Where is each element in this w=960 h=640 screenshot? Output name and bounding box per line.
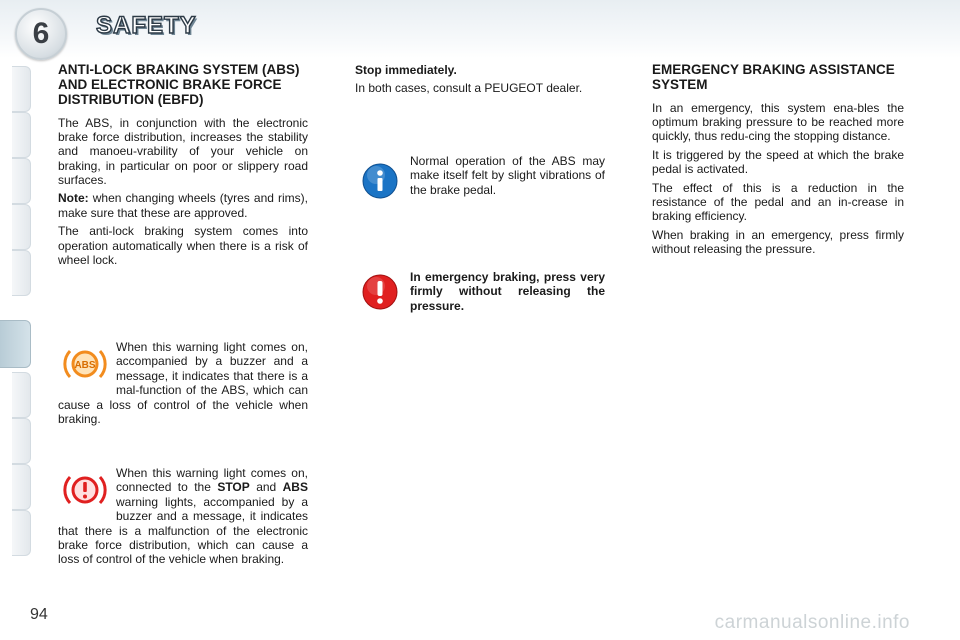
abs-heading: ANTI-LOCK BRAKING SYSTEM (ABS) AND ELECTRONIC BRAKE FORCE DISTRIBUTION (EBFD) [58,62,300,107]
brake-warning-text-a: When this warning light comes on, connected to the [116,466,308,495]
info-icon [362,163,398,199]
chapter-tab[interactable] [12,418,31,464]
and-text: and [249,480,283,495]
emergency-paragraph-3: The effect of this is a reduction in the resistance of the pedal and an in-crease in braking efficiency. [652,180,904,224]
chapter-tab-active[interactable] [0,320,31,368]
chapter-tab[interactable] [12,112,31,158]
emergency-paragraph-1: In an emergency, this system ena-bles the optimum braking pressure to be reached more quickly, thus redu-cing the stopping distance. [652,100,904,144]
note-label: Note: [58,191,89,206]
chapter-tab[interactable] [12,372,31,418]
chapter-tab[interactable] [12,66,31,112]
chapter-tab[interactable] [12,204,31,250]
note-text: when changing wheels (tyres and rims), make sure that these are approved. [58,191,308,220]
section-title: SAFETY [96,12,197,39]
chapter-tab[interactable] [12,464,31,510]
abs-section [58,63,308,271]
abs-warning-icon [58,340,112,388]
page-number: 94 [30,606,48,623]
brake-warning-text-b: warning lights, accompanied by a buzzer and a message, it indicates that there is a malfunction of the electronic brake force distribution, which can cause a loss of control of the vehicle when braking. [58,494,308,567]
chapter-tab[interactable] [12,250,31,296]
note-paragraph [58,191,308,220]
brake-warning-block [58,466,308,567]
abs-warning-block [58,340,308,426]
emergency-heading: EMERGENCY BRAKING ASSISTANCE SYSTEM [652,62,895,92]
chapter-tab[interactable] [12,510,31,556]
chapter-tab[interactable] [12,158,31,204]
chapter-number-badge: 6 [15,8,67,60]
info-note-text: Normal operation of the ABS may make itself felt by slight vibrations of the brake pedal. [410,154,605,197]
stop-label: STOP [217,480,250,495]
stop-heading: Stop immediately. [355,63,457,77]
exclamation-icon [362,274,398,310]
emergency-paragraph-4: When braking in an emergency, press firmly without releasing the pressure. [652,227,904,257]
brake-warning-icon [58,466,112,514]
abs-auto-paragraph: The anti-lock braking system comes into operation automatically when there is a risk of wheel lock. [58,224,308,268]
chapter-tabs [0,66,32,576]
middle-column [355,63,605,100]
emergency-paragraph-2: It is triggered by the speed at which the brake pedal is activated. [652,147,904,177]
consult-paragraph: In both cases, consult a PEUGEOT dealer. [355,81,583,96]
watermark: carmanualsonline.info [714,612,910,633]
abs-warning-text: When this warning light comes on, accompanied by a buzzer and a message, it indicates that there is a mal-function of the ABS, which can cause a loss of control of the vehicle when braking. [58,340,308,426]
alert-note-text: In emergency braking, press very firmly without releasing the pressure. [410,270,605,313]
abs-intro-paragraph: The ABS, in conjunction with the electronic brake force distribution, increases the stability and manoeu-vrability of your vehicle on braking, in particular on poor or slippery road surfaces. [58,115,308,188]
abs-label: ABS [282,480,308,495]
svg-text:ABS: ABS [74,360,96,371]
emergency-braking-section [652,63,904,261]
